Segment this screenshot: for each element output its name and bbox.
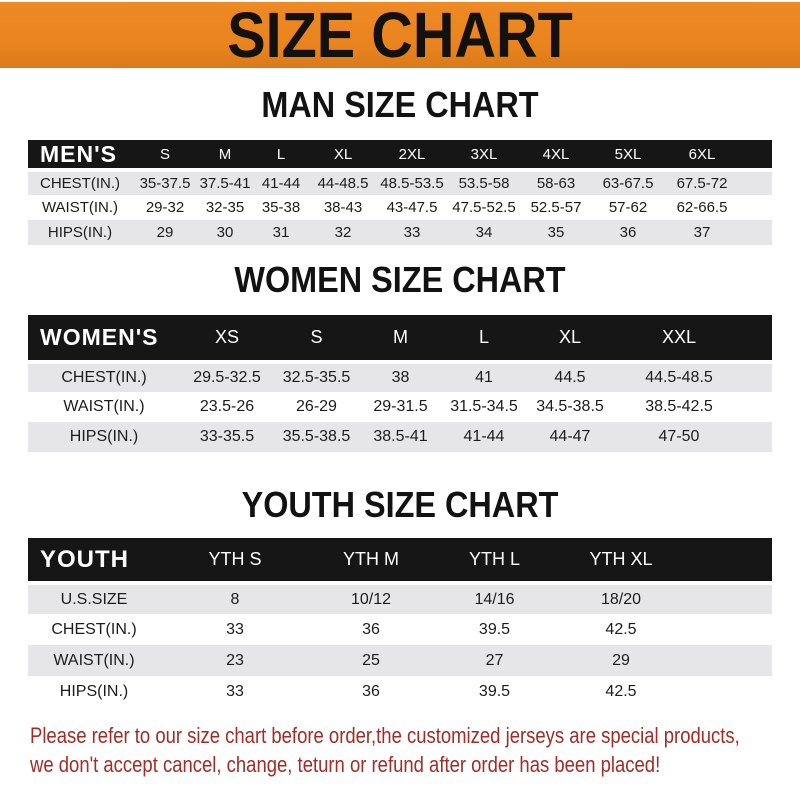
spacer-cell	[744, 362, 772, 392]
size-value-cell: 23	[226, 651, 244, 669]
men-size-section	[0, 84, 800, 245]
size-value-cell: 14/16	[474, 590, 515, 608]
size-chart-title: SIZE CHART	[227, 0, 573, 71]
size-value-cell: 35-38	[261, 199, 301, 216]
size-value-cell: 31.5-34.5	[450, 398, 518, 415]
size-value-cell: 34.5-38.5	[536, 398, 604, 415]
spacer-cell	[744, 392, 772, 422]
size-column-header: 3XL	[448, 140, 520, 170]
size-value-cell: 44.5-48.5	[645, 369, 713, 386]
size-column-header: L	[442, 315, 526, 362]
size-value-cell: 29.5-32.5	[193, 369, 261, 386]
spacer-cell	[685, 645, 772, 676]
size-value-cell: 42.5	[605, 682, 637, 700]
size-value-cell: 67.5-72	[676, 175, 728, 192]
size-value-cell: 57-62	[608, 199, 648, 216]
youth-size-table	[28, 538, 772, 707]
spacer-cell	[685, 676, 772, 707]
measurement-row-label: WAIST(IN.)	[63, 398, 145, 415]
spacer-cell	[740, 140, 772, 170]
size-column-header: M	[198, 140, 252, 170]
size-value-cell: 29-32	[145, 199, 185, 216]
measurement-row-label: HIPS(IN.)	[69, 428, 139, 445]
size-column-header: 6XL	[664, 140, 740, 170]
size-value-cell: 35.5-38.5	[282, 428, 351, 445]
spacer-cell	[685, 614, 772, 645]
size-value-cell: 39.5	[478, 682, 511, 700]
table-corner-label: WOMEN'S	[28, 315, 180, 362]
size-column-header: M	[359, 315, 442, 362]
spacer-cell	[685, 538, 772, 583]
size-value-cell: 44-48.5	[317, 175, 369, 192]
size-column-header: XXL	[614, 315, 744, 362]
size-value-cell: 47.5-52.5	[452, 199, 516, 216]
measurement-row	[28, 195, 772, 220]
size-column-header: S	[274, 315, 359, 362]
size-value-cell: 44-47	[549, 428, 591, 445]
measurement-row-label: CHEST(IN.)	[61, 369, 147, 386]
spacer-cell	[740, 170, 772, 195]
size-value-cell: 10/12	[350, 590, 392, 608]
measurement-row-label: HIPS(IN.)	[59, 682, 129, 700]
size-value-cell: 29-31.5	[373, 398, 428, 415]
size-column-header: YTH M	[310, 538, 432, 583]
measurement-row	[28, 392, 772, 422]
size-value-cell: 33-35.5	[199, 428, 255, 445]
size-value-cell: 53.5-58	[458, 175, 510, 192]
size-value-cell: 32.5-35.5	[282, 369, 351, 386]
size-value-cell: 36	[362, 620, 380, 638]
size-value-cell: 33	[226, 620, 244, 638]
measurement-row	[28, 583, 772, 614]
size-value-cell: 8	[230, 590, 240, 608]
measurement-row-label: HIPS(IN.)	[47, 224, 113, 241]
size-value-cell: 35-37.5	[139, 175, 191, 192]
size-value-cell: 38.5-41	[373, 428, 428, 445]
measurement-row	[28, 422, 772, 452]
size-value-cell: 52.5-57	[530, 199, 582, 216]
size-column-header: L	[252, 140, 310, 170]
spacer-cell	[744, 315, 772, 362]
size-value-cell: 33	[403, 224, 421, 241]
size-value-cell: 35	[547, 224, 565, 241]
size-header-row	[28, 315, 772, 362]
measurement-row-label: WAIST(IN.)	[41, 199, 119, 216]
size-value-cell: 36	[362, 682, 380, 700]
spacer-cell	[740, 220, 772, 245]
women-size-section	[0, 259, 800, 452]
size-value-cell: 26-29	[296, 398, 337, 415]
size-value-cell: 29	[612, 651, 630, 669]
women-size-table	[28, 315, 772, 452]
measurement-row	[28, 645, 772, 676]
size-value-cell: 58-63	[536, 175, 576, 192]
size-value-cell: 63-67.5	[602, 175, 654, 192]
size-value-cell: 43-47.5	[386, 199, 438, 216]
size-header-row	[28, 538, 772, 583]
size-column-header: XS	[180, 315, 274, 362]
size-value-cell: 48.5-53.5	[380, 175, 444, 192]
size-value-cell: 18/20	[600, 590, 642, 608]
size-value-cell: 37.5-41	[199, 175, 251, 192]
size-value-cell: 33	[226, 682, 244, 700]
size-value-cell: 38-43	[323, 199, 363, 216]
size-column-header: YTH L	[432, 538, 557, 583]
men-size-table	[28, 140, 772, 245]
size-value-cell: 47-50	[658, 428, 700, 445]
measurement-row-label: WAIST(IN.)	[53, 651, 135, 669]
size-value-cell: 38	[391, 369, 410, 386]
size-column-header: 5XL	[592, 140, 664, 170]
spacer-cell	[685, 583, 772, 614]
size-column-header: 2XL	[376, 140, 448, 170]
size-column-header: YTH S	[160, 538, 310, 583]
measurement-row	[28, 170, 772, 195]
measurement-row	[28, 220, 772, 245]
spacer-cell	[740, 195, 772, 220]
size-value-cell: 37	[693, 224, 711, 241]
size-value-cell: 42.5	[605, 620, 637, 638]
size-value-cell: 23.5-26	[199, 398, 255, 415]
size-value-cell: 25	[362, 651, 380, 669]
disclaimer-line-1: Please refer to our size chart before order,the customized jerseys are special products,	[30, 723, 740, 748]
measurement-row-label: CHEST(IN.)	[51, 620, 137, 638]
youth-size-section	[0, 484, 800, 707]
size-header-row	[28, 140, 772, 170]
men-section-heading: MAN SIZE CHART	[261, 84, 539, 125]
size-value-cell: 30	[216, 224, 234, 241]
measurement-row-label: U.S.SIZE	[60, 590, 128, 608]
disclaimer-line-2: we don't accept cancel, change, teturn or refund after order has been placed!	[30, 752, 661, 777]
size-value-cell: 62-66.5	[676, 199, 728, 216]
measurement-row	[28, 676, 772, 707]
size-column-header: XL	[526, 315, 614, 362]
size-column-header: S	[132, 140, 198, 170]
size-value-cell: 41-44	[261, 175, 301, 192]
size-value-cell: 31	[272, 224, 290, 241]
size-value-cell: 41	[475, 369, 493, 386]
measurement-row-label: CHEST(IN.)	[40, 175, 120, 192]
size-value-cell: 44.5	[554, 369, 586, 386]
size-value-cell: 27	[485, 651, 504, 669]
size-column-header: 4XL	[520, 140, 592, 170]
disclaimer-note	[30, 721, 800, 779]
size-value-cell: 32-35	[205, 199, 245, 216]
size-value-cell: 36	[619, 224, 637, 241]
measurement-row	[28, 362, 772, 392]
size-value-cell: 38.5-42.5	[645, 398, 713, 415]
table-corner-label: MEN'S	[28, 140, 132, 170]
size-value-cell: 34	[475, 224, 493, 241]
size-column-header: YTH XL	[557, 538, 685, 583]
measurement-row	[28, 614, 772, 645]
size-value-cell: 32	[334, 224, 352, 241]
size-value-cell: 41-44	[463, 428, 505, 445]
table-corner-label: YOUTH	[28, 538, 160, 583]
youth-section-heading: YOUTH SIZE CHART	[241, 484, 559, 525]
women-section-heading: WOMEN SIZE CHART	[234, 259, 566, 300]
size-column-header: XL	[310, 140, 376, 170]
size-value-cell: 29	[156, 224, 174, 241]
size-value-cell: 39.5	[478, 620, 511, 638]
size-chart-banner	[0, 0, 800, 71]
spacer-cell	[744, 422, 772, 452]
